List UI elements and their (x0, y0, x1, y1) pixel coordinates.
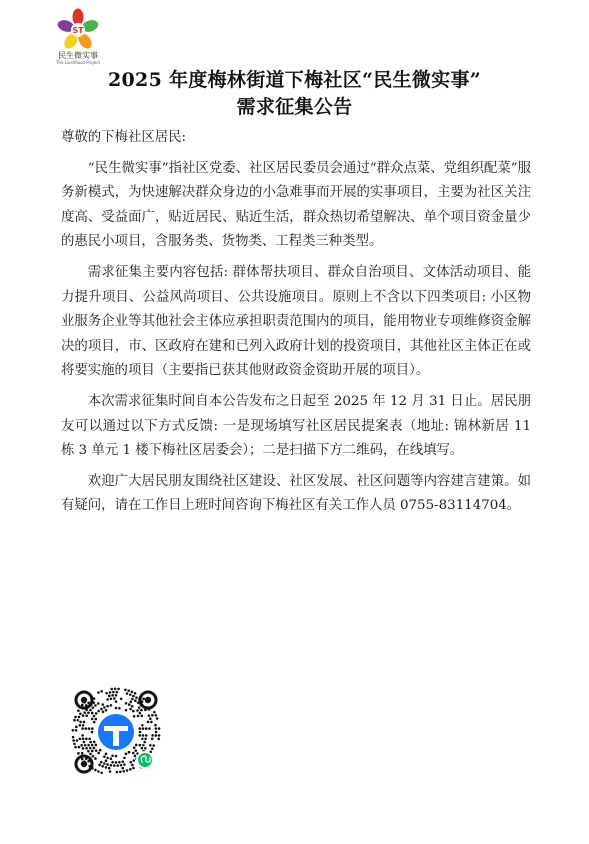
qr-dot (85, 714, 88, 717)
qr-dot (95, 712, 98, 715)
paragraph-contact: 欢迎广大居民朋友围绕社区建设、社区发展、社区问题等内容建言建策。如有疑问，请在工作日上班时间咨询下梅社区有关工作人员 0755-83114704。 (61, 473, 531, 514)
qr-dot (152, 744, 155, 747)
qr-finder-dot (145, 697, 151, 703)
qr-dot (98, 764, 101, 767)
qr-finder-dot (81, 697, 87, 703)
qr-dot (77, 709, 80, 712)
qr-dot (105, 709, 108, 712)
qr-dot (131, 764, 134, 767)
qr-dot (155, 727, 158, 730)
qr-dot (143, 741, 146, 744)
qr-dot (93, 741, 96, 744)
qr-dot (79, 737, 82, 740)
qr-dot (84, 744, 87, 747)
qr-dot (109, 691, 112, 694)
qr-dot (83, 741, 86, 744)
qr-dot (154, 724, 157, 727)
qr-dot (91, 718, 94, 721)
qr-dot (105, 753, 108, 756)
qr-dot (149, 717, 152, 720)
qr-dot (72, 729, 75, 732)
qr-dot (87, 744, 90, 747)
qr-dot (137, 715, 140, 718)
qr-dot (82, 737, 85, 740)
qr-dot (153, 711, 156, 714)
qr-dot (80, 744, 83, 747)
qr-dot (125, 753, 128, 756)
qr-dot (81, 734, 84, 737)
qr-dot (117, 688, 120, 691)
qr-dot (100, 771, 103, 774)
qr-dot (97, 770, 100, 773)
qr-dot (156, 717, 159, 720)
qr-dot (140, 715, 143, 718)
qr-dot (78, 746, 81, 749)
qr-dot (88, 727, 91, 730)
logo-badge: ST (72, 26, 84, 35)
qr-dot (76, 739, 79, 742)
qr-dot (131, 698, 134, 701)
qr-dot (138, 712, 141, 715)
qr-dot (74, 746, 77, 749)
qr-code[interactable] (70, 686, 162, 778)
qr-dot (100, 708, 103, 711)
qr-code-image[interactable] (70, 686, 162, 778)
qr-dot (78, 716, 81, 719)
logo-petal-top (73, 9, 84, 26)
qr-dot (103, 706, 106, 709)
qr-dot (94, 757, 97, 760)
qr-dot (81, 758, 84, 761)
qr-dot (95, 744, 98, 747)
qr-dot (158, 734, 161, 737)
qr-dot (135, 744, 138, 747)
qr-dot (89, 747, 92, 750)
qr-dot (151, 734, 154, 737)
qr-dot (136, 709, 139, 712)
qr-dot (155, 734, 158, 737)
qr-dot (110, 704, 113, 707)
qr-dot (115, 700, 118, 703)
qr-dot (132, 767, 135, 770)
qr-dot (140, 709, 143, 712)
qr-dot (82, 724, 85, 727)
qr-dot (129, 768, 132, 771)
qr-dot (110, 757, 113, 760)
qr-dot (79, 712, 82, 715)
page-title (0, 67, 589, 121)
logo-name-en: The Livelihood Project (55, 60, 101, 65)
qr-dot (118, 707, 121, 710)
qr-dot (79, 724, 82, 727)
qr-dot (131, 705, 134, 708)
qr-dot (115, 707, 118, 710)
qr-dot (83, 721, 86, 724)
qr-dot (111, 694, 114, 697)
qr-dot (142, 734, 145, 737)
qr-dot (134, 754, 137, 757)
title-line-2: 需求征集公告 (236, 96, 353, 118)
qr-dot (83, 711, 86, 714)
qr-dot (125, 702, 128, 705)
qr-dot (105, 692, 108, 695)
qr-dot (97, 752, 100, 755)
qr-dot (133, 715, 136, 718)
qr-dot (132, 759, 135, 762)
logo-name-cn: 民生微实事 (58, 51, 98, 60)
qr-dot (115, 694, 118, 697)
qr-dot (157, 738, 160, 741)
paragraph-definition: “民生微实事”指社区党委、社区居民委员会通过“群众点菜、党组织配菜”服务新模式，为快速解决群众身边的小急难事而开展的实事项目，主要为社区关注度高、受益面广，贴近居民、贴近生活，群众热切希望解决、单个项目资金量少的惠民小项目，含服务类、货物类、工程类三种类型。 (61, 160, 531, 250)
qr-dot (115, 755, 118, 758)
qr-dot (141, 737, 144, 740)
qr-dot (129, 693, 132, 696)
qr-dot (139, 731, 142, 734)
qr-dot (116, 771, 119, 774)
qr-dot (113, 764, 116, 767)
greeting: 尊敬的下梅社区居民: (61, 130, 187, 145)
qr-dot (95, 718, 98, 721)
qr-dot (93, 721, 96, 724)
qr-dot (94, 704, 97, 707)
qr-dot (72, 736, 75, 739)
qr-dot (131, 691, 134, 694)
qr-dot (93, 747, 96, 750)
qr-dot (158, 727, 161, 730)
qr-dot (103, 755, 106, 758)
qr-dot (148, 714, 151, 717)
qr-dot (108, 767, 111, 770)
qr-finder-dot (81, 761, 87, 767)
qr-dot (77, 719, 80, 722)
qr-dot (102, 711, 105, 714)
qr-dot (95, 749, 98, 752)
qr-dot (85, 737, 88, 740)
qr-dot (126, 692, 129, 695)
qr-dot (116, 764, 119, 767)
star-flower-icon (56, 8, 100, 52)
qr-dot (89, 753, 92, 756)
qr-dot (106, 705, 109, 708)
qr-dot (128, 703, 131, 706)
logo (50, 8, 106, 68)
qr-dot (151, 737, 154, 740)
qr-dot (84, 727, 87, 730)
qr-dot (132, 752, 135, 755)
qr-dot (142, 727, 145, 730)
qr-dot (72, 739, 75, 742)
qr-dot (138, 727, 141, 730)
qr-dot (135, 749, 138, 752)
qr-dot (155, 714, 158, 717)
qr-dot (130, 761, 133, 764)
qr-dot (138, 706, 141, 709)
qr-dot (140, 747, 143, 750)
qr-dot (133, 746, 136, 749)
qr-dot (97, 710, 100, 713)
qr-dot (100, 761, 103, 764)
qr-dot (106, 698, 109, 701)
qr-dot (99, 749, 102, 752)
qr-dot (147, 721, 150, 724)
qr-dot (93, 715, 96, 718)
qr-dot (91, 744, 94, 747)
qr-dot (121, 767, 124, 770)
qr-dot (92, 706, 95, 709)
qr-dot (119, 770, 122, 773)
qr-dot (85, 747, 88, 750)
qr-dot (124, 689, 127, 692)
qr-dot (132, 710, 135, 713)
qr-dot (91, 731, 94, 734)
qr-dot (89, 709, 92, 712)
qr-dot (110, 688, 113, 691)
qr-dot (73, 743, 76, 746)
qr-dot (82, 747, 85, 750)
qr-dot (128, 751, 131, 754)
qr-dot (155, 731, 158, 734)
qr-dot (87, 712, 90, 715)
qr-dot (116, 691, 119, 694)
qr-dot (91, 712, 94, 715)
qr-dot (89, 741, 92, 744)
qr-dot (126, 769, 129, 772)
qr-dot (145, 734, 148, 737)
title-line-1: 2025 年度梅林街道下梅社区“民生微实事” (108, 69, 481, 91)
qr-dot (81, 727, 84, 730)
qr-dot (106, 757, 109, 760)
qr-dot (82, 714, 85, 717)
qr-dot (94, 769, 97, 772)
qr-dot (102, 703, 105, 706)
qr-dot (123, 757, 126, 760)
qr-dot (149, 744, 152, 747)
qr-dot (101, 765, 104, 768)
qr-dot (79, 721, 82, 724)
qr-dot (120, 697, 123, 700)
qr-dot (105, 766, 108, 769)
qr-dot (106, 763, 109, 766)
qr-dot (127, 689, 130, 692)
qr-dot (75, 729, 78, 732)
qr-dot (120, 764, 123, 767)
qr-dot (135, 696, 138, 699)
qr-dot (121, 760, 124, 763)
qr-dot (134, 692, 137, 695)
qr-dot (109, 770, 112, 773)
qr-dot (148, 727, 151, 730)
qr-dot (142, 744, 145, 747)
qr-dot (138, 734, 141, 737)
qr-dot (111, 754, 114, 757)
qr-dot (144, 747, 147, 750)
paragraph-scope: 需求征集主要内容包括: 群体帮扶项目、群众自治项目、文体活动项目、能力提升项目、公益风尚项目、公共设施项目。原则上不含以下四类项目: 小区物业服务企业等其他社会主体应承担职责范围内的项目，能用物业专项维修资金解决的项目，市、区政府在建和已列入政府计划的投资项目，其他社区主体正在或将要实施的项目（主要指已获其他财政资金资助开展的项目）。 (61, 264, 531, 379)
qr-dot (115, 761, 118, 764)
qr-dot (151, 714, 154, 717)
qr-dot (113, 697, 116, 700)
qr-dot (151, 747, 154, 750)
qr-dot (122, 770, 125, 773)
qr-dot (88, 737, 91, 740)
qr-dot (108, 695, 111, 698)
qr-dot (111, 761, 114, 764)
qr-dot (112, 691, 115, 694)
qr-dot (100, 690, 103, 693)
qr-dot (91, 750, 94, 753)
qr-dot (81, 752, 84, 755)
announcement-body (61, 126, 531, 519)
qr-dot (81, 704, 84, 707)
qr-dot (145, 727, 148, 730)
qr-dot (132, 695, 135, 698)
qr-dot (141, 724, 144, 727)
qr-dot (134, 699, 137, 702)
qr-dot (97, 702, 100, 705)
qr-dot (73, 719, 76, 722)
qr-dot (105, 759, 108, 762)
qr-dot (75, 726, 78, 729)
qr-dot (130, 701, 133, 704)
qr-dot (123, 763, 126, 766)
qr-dot (87, 750, 90, 753)
qr-dot (118, 761, 121, 764)
qr-dot (150, 721, 153, 724)
qr-dot (77, 752, 80, 755)
qr-dot (110, 697, 113, 700)
qr-dot (129, 708, 132, 711)
qr-dot (144, 737, 147, 740)
qr-dot (103, 762, 106, 765)
qr-dot (110, 764, 113, 767)
qr-dot (114, 688, 117, 691)
qr-dot (97, 691, 100, 694)
qr-dot (139, 744, 142, 747)
qr-dot (92, 755, 95, 758)
qr-dot (91, 727, 94, 730)
paragraph-feedback: 本次需求征集时间自本公告发布之日起至 2025 年 12 月 31 日止。居民朋友可以通过以下方式反馈: 一是现场填写社区居民提案表（地址: 锦林新居 11 栋 3 单元 1 楼下梅社区居委会）；二是扫描下方二维码，在线填写。 (61, 393, 531, 459)
qr-dot (74, 716, 77, 719)
qr-dot (142, 698, 145, 701)
qr-dot (125, 709, 128, 712)
